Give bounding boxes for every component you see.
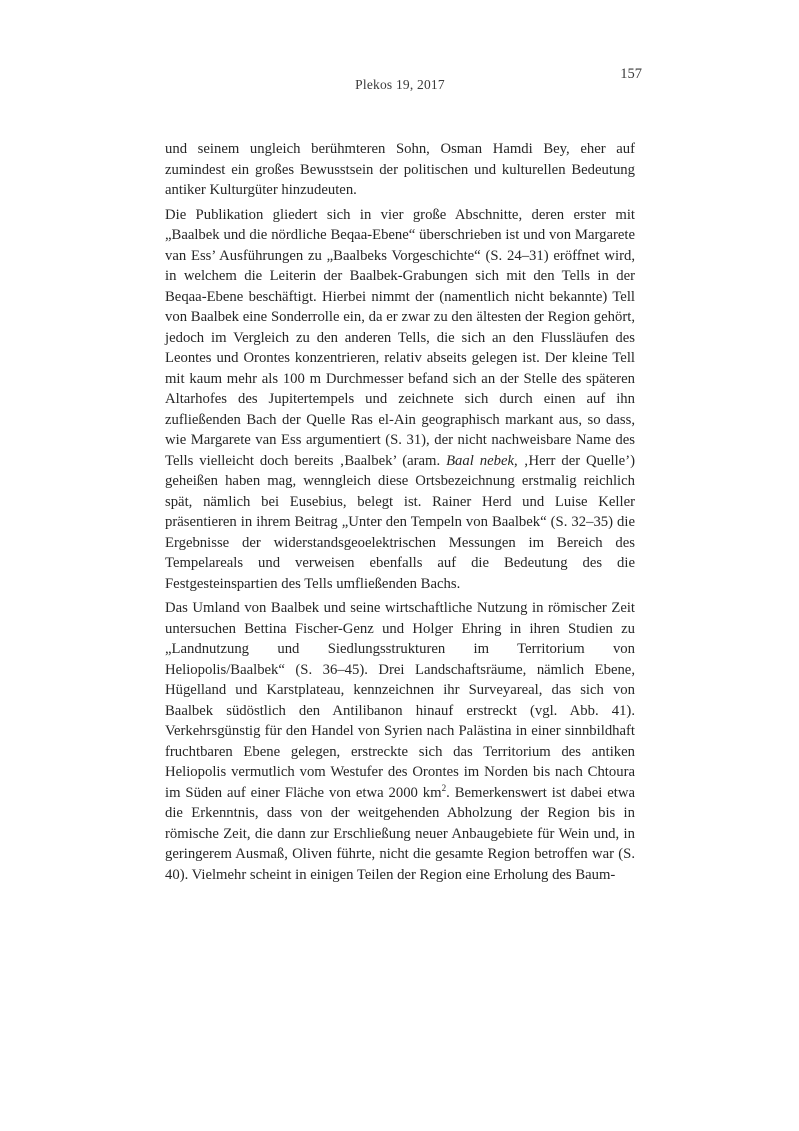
text-segment: , ‚Herr der Quelle’) geheißen haben mag, wenngleich diese Ortsbezeichnung erstmalig reichlich spät, nämlich bei Eusebius, belegt ist. Rainer Herd und Luise Keller präsentieren in ihrem Beitrag „Unter den Tempeln von Baalbek“ (S. 32–35) die Ergebnisse der widerstandsgeoelektrischen Messungen im Bereich des Tempelareals und verweisen ebenfalls auf die Bedeutung des die Festgesteinspartien des Tells umfließenden Bachs. bbox=[165, 452, 635, 592]
text-segment: und seinem ungleich berühmteren Sohn, Osman Hamdi Bey, eher auf zumindest ein großes Bewusstsein der politischen und kulturellen Bedeutung antiker Kulturgüter hinzudeuten. bbox=[165, 141, 635, 198]
running-header: Plekos 19, 2017 bbox=[355, 77, 445, 92]
text-segment: . Bemerkenswert ist dabei etwa die Erkenntnis, dass von der weitgehenden Abholzung der Region bis in römische Zeit, die dann zur Erschließung neuer Anbaugebiete für Wein und, in geringerem Ausmaß, Oliven führte, nicht die gesamte Region betroffen war (S. 40). Vielmehr scheint in einigen Teilen der Region eine Erholung des Baum- bbox=[165, 784, 635, 883]
page-number: 157 bbox=[620, 66, 642, 82]
text-segment: Das Umland von Baalbek und seine wirtschaftliche Nutzung in römischer Zeit untersuchen Bettina Fischer-Genz und Holger Ehring in ihren Studien zu „Landnutzung und Siedlungsstrukturen im Territorium von Heliopolis/Baalbek“ (S. 36–45). Drei Landschaftsräume, nämlich Ebene, Hügelland und Karstplateau, kennzeichnen ihr Surveyareal, das sich von Baalbek südöstlich den Antilibanon hinauf erstreckt (vgl. Abb. 41). Verkehrsgünstig für den Handel von Syrien nach Palästina in einer sinnbildhaft fruchtbaren Ebene gelegen, erstreckte sich das Territorium des antiken Heliopolis vermutlich vom Westufer des Orontes im Norden bis nach Chtoura im Süden auf einer Fläche von etwa 2000 km bbox=[165, 600, 635, 801]
paragraph bbox=[165, 205, 635, 595]
text-segment: Die Publikation gliedert sich in vier große Abschnitte, deren erster mit „Baalbek und die nördliche Beqaa-Ebene“ überschrieben ist und von Margarete van Ess’ Ausführungen zu „Baalbeks Vorgeschichte“ (S. 24–31) eröffnet wird, in welchem die Leiterin der Baalbek-Grabungen sich mit den Tells in der Beqaa-Ebene beschäftigt. Hierbei nimmt der (namentlich nicht bekannte) Tell von Baalbek eine Sonderrolle ein, da er zwar zu den ältesten der Region gehört, jedoch im Vergleich zu den anderen Tells, die sich an den Flussläufen des Leontes und Orontes konzentrieren, relativ abseits gelegen ist. Der kleine Tell mit kaum mehr als 100 m Durchmesser befand sich an der Stelle des späteren Altarhofes des Jupitertempels und zeichnete sich durch einen auf ihn zufließenden Bach der Quelle Ras el-Ain geographisch markant aus, so dass, wie Margarete van Ess argumentiert (S. 31), der nicht nachweisbare Name des Tells vielleicht doch bereits ‚Baalbek’ (aram. bbox=[165, 206, 635, 469]
paragraph bbox=[165, 598, 635, 885]
paragraph bbox=[165, 139, 635, 201]
text-body bbox=[165, 139, 635, 889]
text-segment-superscript: 2 bbox=[441, 782, 447, 793]
text-segment-italic: Baal nebek bbox=[446, 452, 514, 469]
